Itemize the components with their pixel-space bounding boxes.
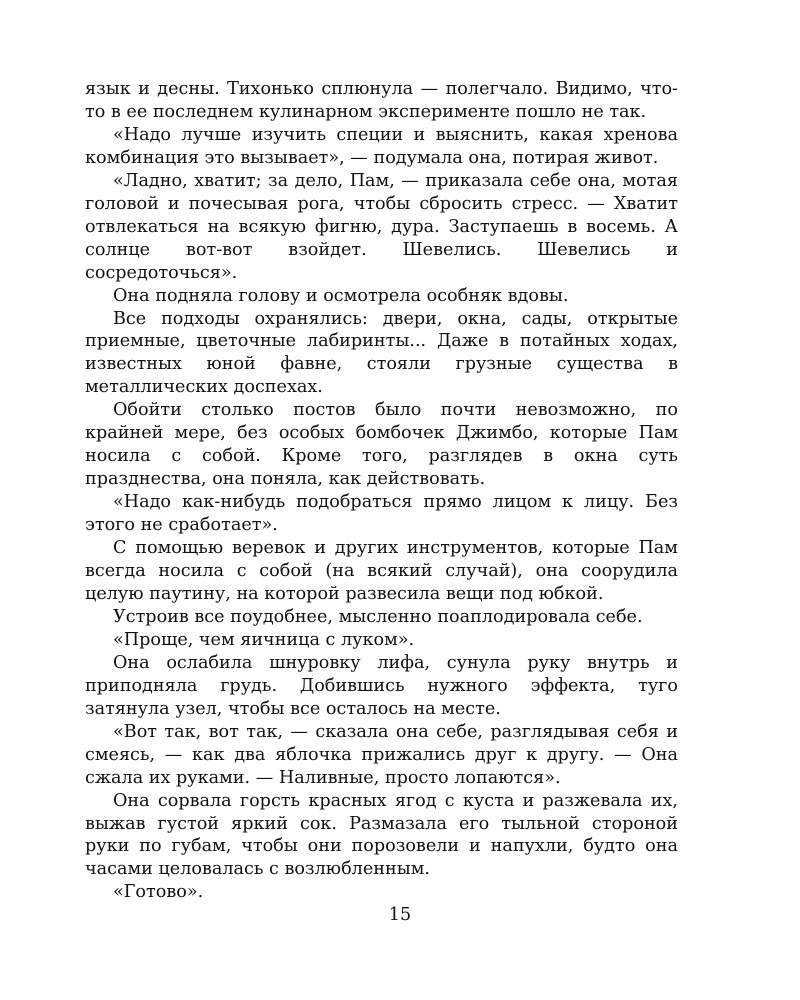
paragraph-10: «Проще, чем яичница с луком». [113, 629, 415, 650]
paragraph-5: Все подходы охранялись: двери, окна, сады, открытые приемные, цветочные лабиринты... Даже в потайных ходах, известных юной фавне, стояли грузные существа в металлических доспехах. [85, 308, 678, 398]
page-number: 15 [388, 905, 412, 925]
paragraph-9: Устроив все поудобнее, мысленно поаплодировала себе. [113, 606, 643, 627]
paragraph-6: Обойти столько постов было почти невозможно, по крайней мере, без особых бомбочек Джимбо, которые Пам носила с собой. Кроме того, разглядев в окна суть празднества, она поняла, как действовать. [85, 400, 678, 490]
paragraph-13: Она сорвала горсть красных ягод с куста и разжевала их, выжав густой яркий сок. Размазала его тыльной стороной руки по губам, чтобы они порозовели и напухли, будто она часами целовалась с возлюбленным. [85, 790, 678, 880]
paragraph-11: Она ослабила шнуровку лифа, сунула руку внутрь и приподняла грудь. Добившись нужного эффекта, туго затянула узел, чтобы все осталось на месте. [85, 652, 678, 719]
paragraph-4: Она подняла голову и осмотрела особняк вдовы. [113, 285, 569, 306]
body-text [85, 78, 678, 904]
paragraph-12: «Вот так, вот так, — сказала она себе, разглядывая себя и смеясь, — как два яблочка прижались друг к другу. — Она сжала их руками. — Наливные, просто лопаются». [85, 721, 678, 788]
paragraph-8: С помощью веревок и других инструментов, которые Пам всегда носила с собой (на всякий случай), она соорудила целую паутину, на которой развесила вещи под юбкой. [85, 538, 678, 604]
paragraph-3: «Ладно, хватит; за дело, Пам, — приказала себе она, мотая головой и почесывая рога, чтобы сбросить стресс. — Хватит отвлекаться на всякую фигню, дура. Заступаешь в восемь. А солнце вот-вот взойдет. Шевелись. Шевелись и сосредоточься». [85, 170, 678, 283]
paragraph-14: «Готово». [113, 882, 204, 903]
paragraph-7: «Надо как-нибудь подобраться прямо лицом к лицу. Без этого не сработает». [85, 492, 678, 536]
paragraph-2: «Надо лучше изучить специи и выяснить, какая хренова комбинация это вызывает», — подумала она, потирая живот. [85, 124, 678, 168]
paragraph-1: язык и десны. Тихонько сплюнула — полегчало. Видимо, что-то в ее последнем кулинарном эксперименте пошло не так. [85, 79, 678, 122]
